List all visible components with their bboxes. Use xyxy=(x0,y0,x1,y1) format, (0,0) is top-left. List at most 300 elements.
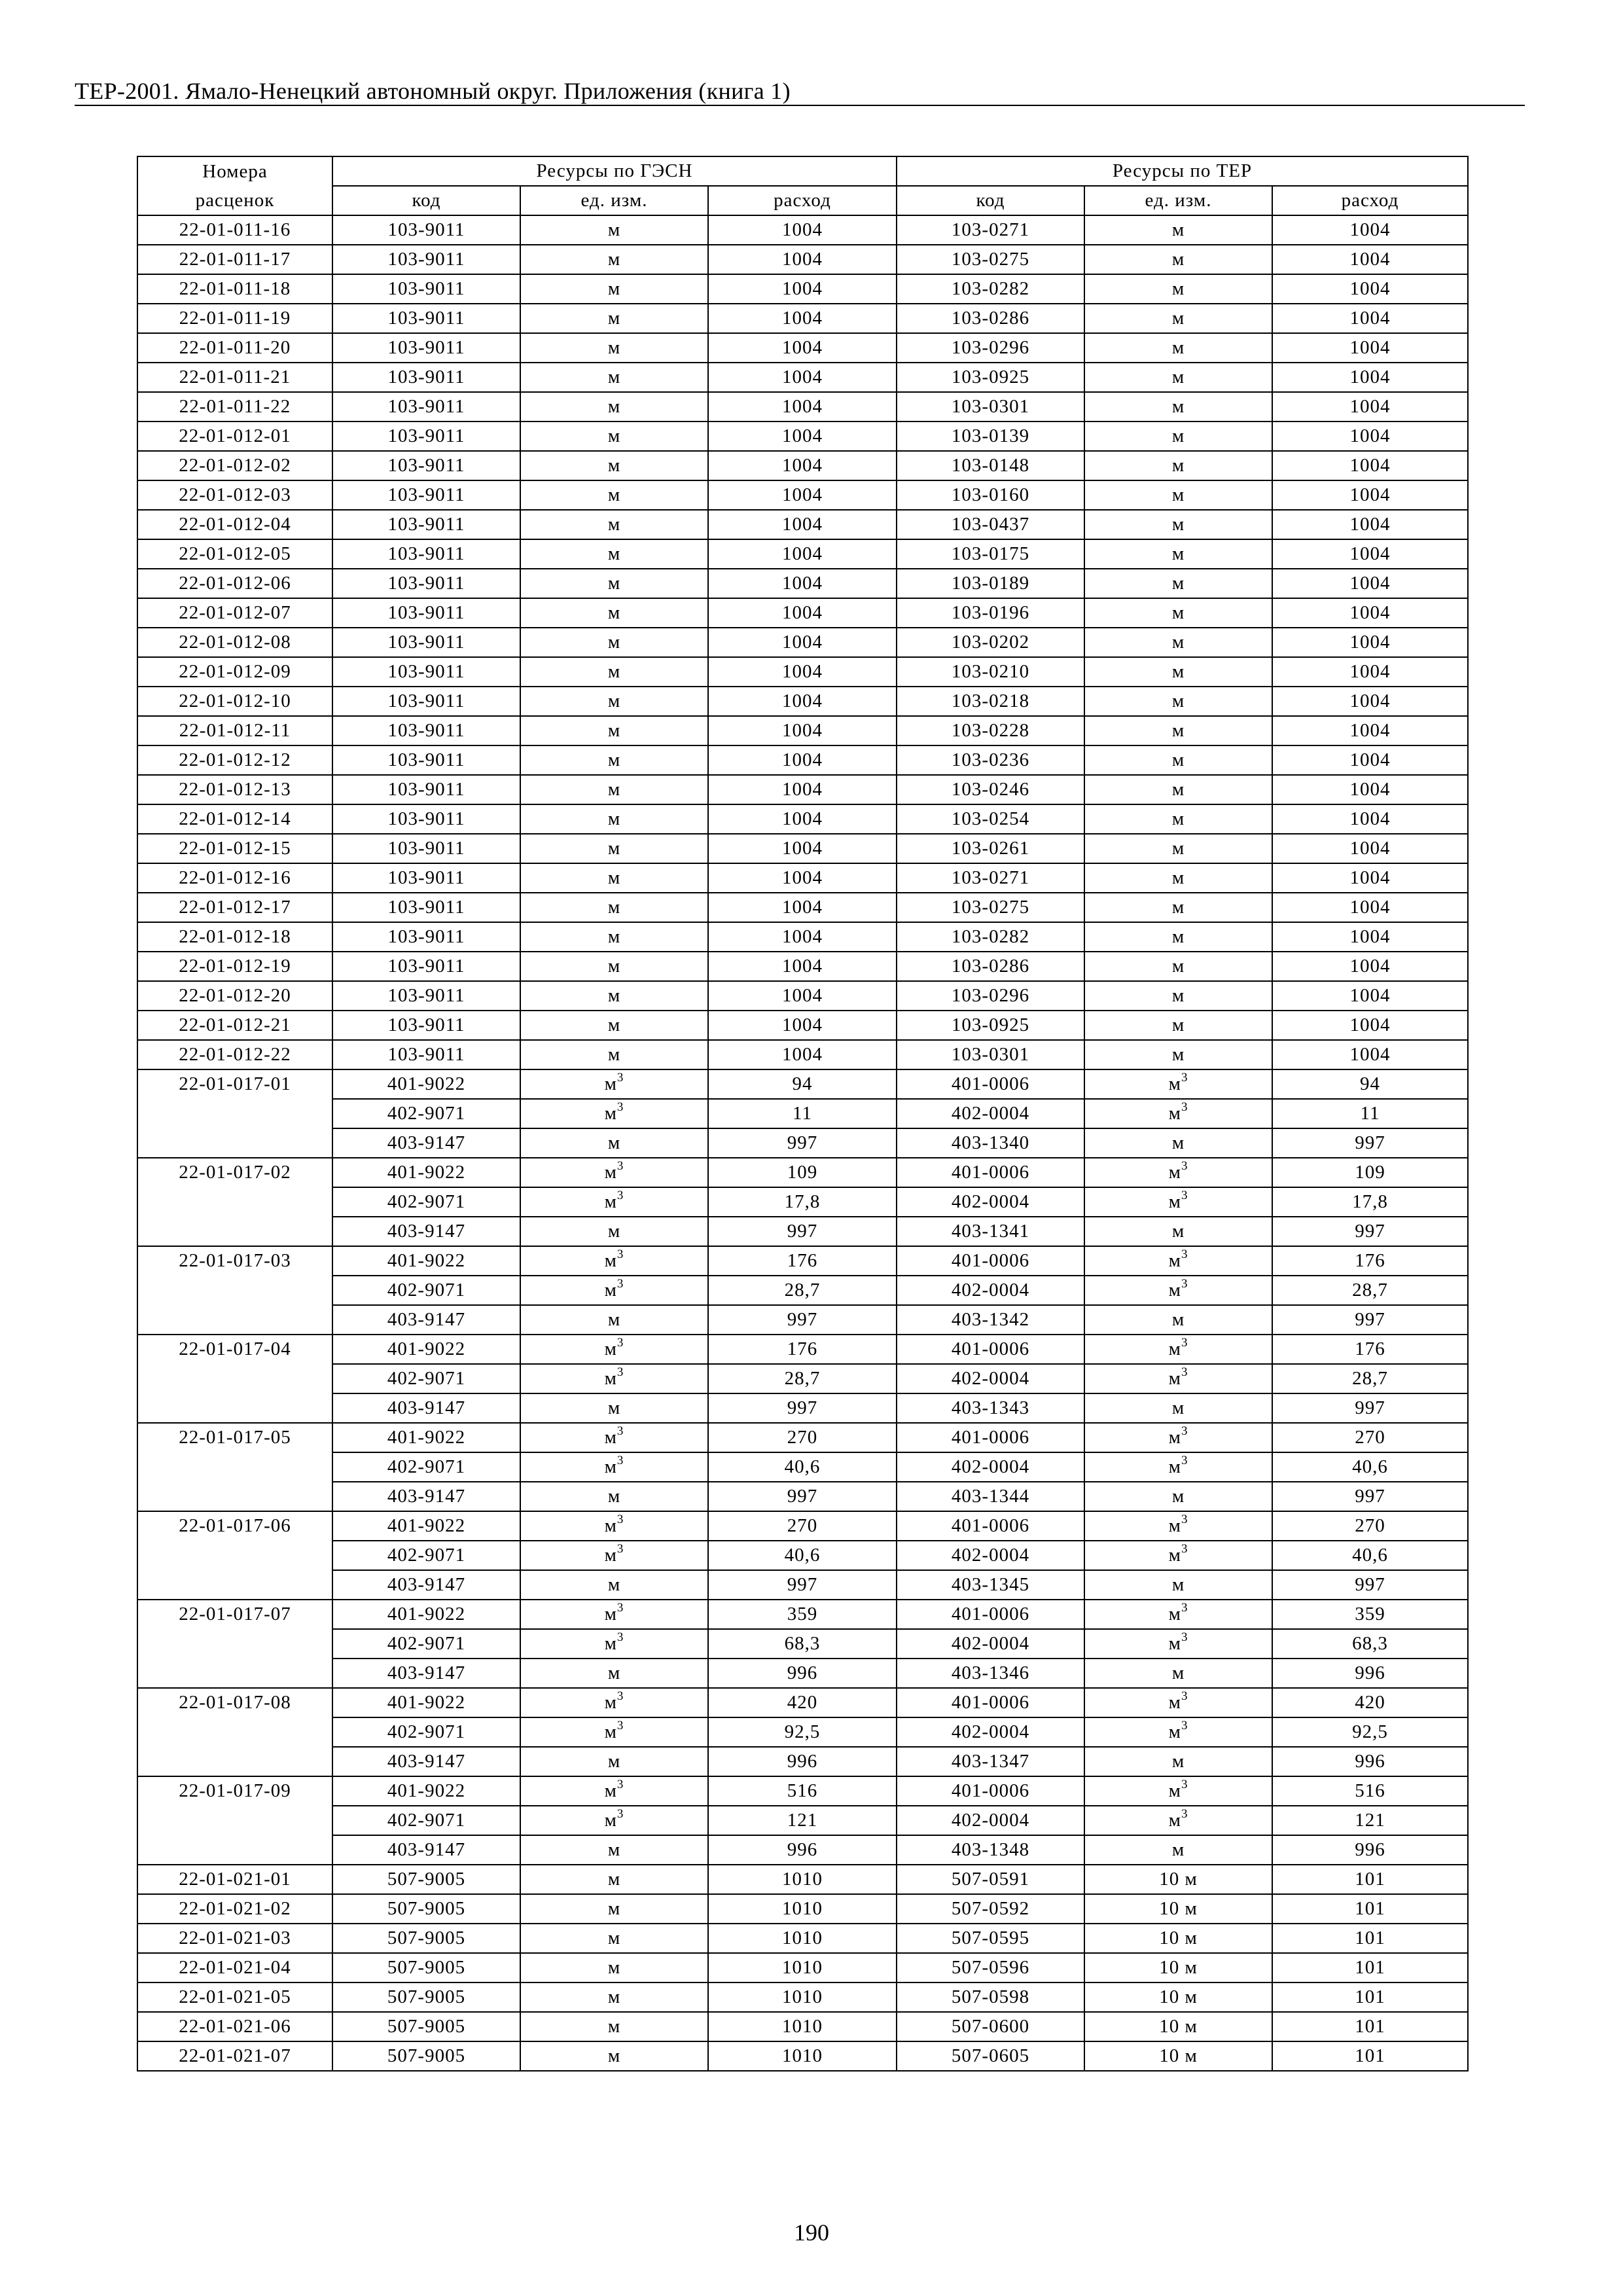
gesn-unit xyxy=(520,1659,708,1688)
ter-unit-text: м xyxy=(1168,1456,1181,1477)
ter-qty xyxy=(1272,1040,1468,1069)
gesn-code xyxy=(332,510,520,539)
ter-unit xyxy=(1084,804,1272,834)
table-row xyxy=(137,1276,1468,1305)
gesn-unit-text: м xyxy=(604,1810,617,1831)
ter-unit xyxy=(1084,1423,1272,1452)
gesn-qty-text: 1010 xyxy=(782,1869,823,1890)
gesn-code-text: 401-9022 xyxy=(387,1073,466,1094)
ter-unit-exponent: 3 xyxy=(1181,1336,1188,1350)
gesn-qty xyxy=(708,1335,897,1364)
ter-qty xyxy=(1272,1452,1468,1482)
ter-qty-text: 1004 xyxy=(1349,897,1391,918)
rate-number xyxy=(137,1894,332,1924)
table-row xyxy=(137,274,1468,304)
gesn-unit xyxy=(520,1747,708,1776)
table-row xyxy=(137,1688,1468,1717)
ter-qty xyxy=(1272,510,1468,539)
ter-unit-text: м xyxy=(1171,1839,1185,1860)
rate-number xyxy=(137,392,332,422)
gesn-unit xyxy=(520,1040,708,1069)
ter-qty-text: 40,6 xyxy=(1352,1456,1388,1477)
gesn-unit-text: м xyxy=(607,367,621,387)
ter-unit xyxy=(1084,1629,1272,1659)
ter-qty xyxy=(1272,245,1468,274)
rate-number xyxy=(137,1276,332,1305)
gesn-unit xyxy=(520,1335,708,1364)
ter-unit-text: м xyxy=(1171,897,1185,918)
col-numbers-header-line2: расценок xyxy=(137,186,332,215)
table-row xyxy=(137,451,1468,480)
gesn-code-text: 402-9071 xyxy=(387,1280,466,1300)
gesn-unit-text: м xyxy=(607,1986,621,2007)
ter-qty xyxy=(1272,1276,1468,1305)
ter-qty-text: 101 xyxy=(1355,2016,1385,2037)
gesn-code-text: 403-9147 xyxy=(387,1397,466,1418)
ter-unit xyxy=(1084,893,1272,922)
ter-unit-text: м xyxy=(1171,1132,1185,1153)
ter-code xyxy=(897,1511,1084,1541)
table-row xyxy=(137,539,1468,569)
table-row xyxy=(137,834,1468,863)
ter-qty xyxy=(1272,451,1468,480)
gesn-code-text: 103-9011 xyxy=(387,838,465,859)
gesn-code xyxy=(332,1570,520,1600)
gesn-qty xyxy=(708,1011,897,1040)
table-row xyxy=(137,1541,1468,1570)
ter-qty xyxy=(1272,1423,1468,1452)
gesn-code-header: код xyxy=(332,186,520,215)
ter-unit-exponent: 3 xyxy=(1181,1542,1188,1556)
ter-unit xyxy=(1084,422,1272,451)
ter-qty xyxy=(1272,628,1468,657)
ter-qty xyxy=(1272,1600,1468,1629)
rate-number xyxy=(137,745,332,775)
ter-qty-text: 1004 xyxy=(1349,396,1391,417)
ter-unit-exponent: 3 xyxy=(1181,1601,1188,1615)
gesn-qty-text: 1004 xyxy=(782,897,823,918)
ter-unit xyxy=(1084,1452,1272,1482)
rate-number xyxy=(137,1011,332,1040)
gesn-code xyxy=(332,1717,520,1747)
ter-qty-text: 1004 xyxy=(1349,367,1391,387)
rate-number-text: 22-01-012-12 xyxy=(179,749,291,770)
table-row xyxy=(137,1629,1468,1659)
gesn-qty xyxy=(708,1452,897,1482)
gesn-qty xyxy=(708,480,897,510)
gesn-qty-text: 1004 xyxy=(782,337,823,358)
ter-code-text: 103-0254 xyxy=(951,808,1030,829)
ter-qty xyxy=(1272,392,1468,422)
ter-qty-text: 101 xyxy=(1355,2045,1385,2066)
gesn-code xyxy=(332,1305,520,1335)
ter-qty-text: 1004 xyxy=(1349,573,1391,594)
rate-number-text: 22-01-021-02 xyxy=(179,1898,291,1919)
gesn-qty-text: 1004 xyxy=(782,602,823,623)
gesn-unit-exponent: 3 xyxy=(616,1336,624,1350)
ter-code-text: 401-0006 xyxy=(951,1162,1030,1183)
gesn-qty-text: 1004 xyxy=(782,367,823,387)
group-gesn-header: Ресурсы по ГЭСН xyxy=(332,156,897,186)
gesn-qty xyxy=(708,745,897,775)
rate-number-text: 22-01-012-18 xyxy=(179,926,291,947)
gesn-qty xyxy=(708,1629,897,1659)
ter-unit-text: м xyxy=(1168,1692,1181,1713)
gesn-qty xyxy=(708,245,897,274)
ter-qty xyxy=(1272,1982,1468,2012)
rate-number xyxy=(137,1128,332,1158)
ter-code-text: 403-1348 xyxy=(951,1839,1030,1860)
ter-unit xyxy=(1084,1011,1272,1040)
ter-qty xyxy=(1272,1364,1468,1393)
gesn-unit-text: м xyxy=(607,514,621,535)
table-row xyxy=(137,2012,1468,2041)
table-header-row-1 xyxy=(137,156,1468,186)
ter-code-text: 403-1340 xyxy=(951,1132,1030,1153)
gesn-qty xyxy=(708,1158,897,1187)
ter-code-text: 103-0437 xyxy=(951,514,1030,535)
gesn-unit-text: м xyxy=(607,956,621,977)
ter-unit xyxy=(1084,1335,1272,1364)
ter-code-text: 401-0006 xyxy=(951,1692,1030,1713)
gesn-code xyxy=(332,1099,520,1128)
gesn-unit xyxy=(520,775,708,804)
gesn-unit-text: м xyxy=(607,1486,621,1507)
gesn-code xyxy=(332,598,520,628)
ter-qty-text: 101 xyxy=(1355,1898,1385,1919)
gesn-qty-text: 997 xyxy=(787,1309,818,1330)
ter-code-text: 103-0210 xyxy=(951,661,1030,682)
gesn-unit-exponent: 3 xyxy=(616,1601,624,1615)
gesn-unit xyxy=(520,1482,708,1511)
ter-unit xyxy=(1084,1953,1272,1982)
ter-code-text: 402-0004 xyxy=(951,1280,1030,1300)
gesn-code xyxy=(332,863,520,893)
gesn-unit-text: м xyxy=(604,1162,617,1183)
table-row xyxy=(137,863,1468,893)
rate-number xyxy=(137,1953,332,1982)
ter-code xyxy=(897,245,1084,274)
table-row xyxy=(137,1747,1468,1776)
ter-qty xyxy=(1272,1953,1468,1982)
gesn-unit-text: м xyxy=(607,1928,621,1948)
gesn-unit-text: м xyxy=(604,1456,617,1477)
ter-unit xyxy=(1084,834,1272,863)
gesn-code-text: 103-9011 xyxy=(387,632,465,653)
rate-number xyxy=(137,1776,332,1806)
rate-number xyxy=(137,1541,332,1570)
gesn-code xyxy=(332,245,520,274)
rate-number-text: 22-01-012-08 xyxy=(179,632,291,653)
rate-number xyxy=(137,1982,332,2012)
rate-number-text: 22-01-012-10 xyxy=(179,691,291,711)
rate-number-text: 22-01-011-19 xyxy=(179,308,291,329)
gesn-unit xyxy=(520,1600,708,1629)
ter-unit-text: м xyxy=(1171,1751,1185,1772)
col-numbers-header: Номера xyxy=(137,156,332,186)
gesn-qty-text: 94 xyxy=(792,1073,813,1094)
gesn-unit xyxy=(520,1069,708,1099)
ter-code xyxy=(897,1776,1084,1806)
gesn-code xyxy=(332,1069,520,1099)
gesn-qty xyxy=(708,893,897,922)
running-header: ТЕР-2001. Ямало-Ненецкий автономный округ. Приложения (книга 1) xyxy=(75,78,791,104)
gesn-unit-text: м xyxy=(607,1662,621,1683)
rate-number-text: 22-01-017-05 xyxy=(179,1427,291,1448)
ter-unit-text: м xyxy=(1168,1368,1181,1389)
gesn-unit-text: м xyxy=(604,1191,617,1212)
gesn-code-text: 103-9011 xyxy=(387,867,465,888)
gesn-qty xyxy=(708,1217,897,1246)
rate-number-text: 22-01-012-01 xyxy=(179,425,291,446)
gesn-code-text: 103-9011 xyxy=(387,1044,465,1065)
ter-qty xyxy=(1272,1924,1468,1953)
rate-number-text: 22-01-017-06 xyxy=(179,1515,291,1536)
ter-qty xyxy=(1272,363,1468,392)
gesn-qty-text: 1004 xyxy=(782,1044,823,1065)
ter-code xyxy=(897,304,1084,333)
ter-qty xyxy=(1272,1011,1468,1040)
gesn-code-text: 103-9011 xyxy=(387,396,465,417)
gesn-code-text: 103-9011 xyxy=(387,1014,465,1035)
ter-unit-text: 10 м xyxy=(1159,2016,1198,2037)
ter-code xyxy=(897,1600,1084,1629)
rate-number xyxy=(137,657,332,687)
gesn-unit-text: м xyxy=(604,1721,617,1742)
gesn-unit xyxy=(520,863,708,893)
gesn-code xyxy=(332,2012,520,2041)
gesn-code xyxy=(332,657,520,687)
rate-number xyxy=(137,893,332,922)
ter-unit-text: м xyxy=(1168,1780,1181,1801)
ter-code-text: 103-0196 xyxy=(951,602,1030,623)
table-row xyxy=(137,1128,1468,1158)
ter-qty xyxy=(1272,422,1468,451)
gesn-code-text: 103-9011 xyxy=(387,308,465,329)
ter-qty-text: 997 xyxy=(1355,1132,1385,1153)
gesn-code xyxy=(332,716,520,745)
gesn-qty-text: 1010 xyxy=(782,2016,823,2037)
gesn-code-text: 507-9005 xyxy=(387,1898,466,1919)
gesn-qty-text: 516 xyxy=(787,1780,818,1801)
gesn-code xyxy=(332,1511,520,1541)
ter-unit-text: м xyxy=(1168,1338,1181,1359)
gesn-unit-text: м xyxy=(607,543,621,564)
ter-code xyxy=(897,1806,1084,1835)
resources-table xyxy=(137,156,1469,2072)
ter-qty xyxy=(1272,981,1468,1011)
ter-qty-text: 359 xyxy=(1355,1604,1385,1624)
gesn-code xyxy=(332,952,520,981)
ter-unit xyxy=(1084,1865,1272,1894)
ter-qty xyxy=(1272,1217,1468,1246)
ter-unit xyxy=(1084,1894,1272,1924)
ter-unit xyxy=(1084,1482,1272,1511)
ter-unit-text: м xyxy=(1171,278,1185,299)
gesn-code-text: 103-9011 xyxy=(387,514,465,535)
ter-unit xyxy=(1084,1158,1272,1187)
rate-number-text: 22-01-021-05 xyxy=(179,1986,291,2007)
gesn-unit xyxy=(520,1423,708,1452)
gesn-qty xyxy=(708,1776,897,1806)
ter-qty-text: 1004 xyxy=(1349,985,1391,1006)
gesn-unit-text: м xyxy=(607,749,621,770)
gesn-code-text: 402-9071 xyxy=(387,1368,466,1389)
ter-unit xyxy=(1084,569,1272,598)
gesn-unit xyxy=(520,657,708,687)
gesn-unit xyxy=(520,1128,708,1158)
gesn-code-text: 402-9071 xyxy=(387,1633,466,1654)
ter-qty-text: 1004 xyxy=(1349,1014,1391,1035)
rate-number xyxy=(137,1747,332,1776)
table-row xyxy=(137,1482,1468,1511)
rate-number xyxy=(137,1865,332,1894)
gesn-qty xyxy=(708,215,897,245)
ter-code xyxy=(897,480,1084,510)
gesn-qty-text: 270 xyxy=(787,1515,818,1536)
table-row xyxy=(137,922,1468,952)
ter-unit xyxy=(1084,628,1272,657)
gesn-qty-text: 1004 xyxy=(782,779,823,800)
ter-code xyxy=(897,922,1084,952)
rate-number xyxy=(137,1040,332,1069)
ter-unit xyxy=(1084,1541,1272,1570)
ter-unit-text: м xyxy=(1171,1397,1185,1418)
gesn-unit-text: м xyxy=(604,1604,617,1624)
gesn-unit xyxy=(520,363,708,392)
rate-number xyxy=(137,539,332,569)
gesn-code-text: 103-9011 xyxy=(387,602,465,623)
ter-code xyxy=(897,804,1084,834)
ter-unit xyxy=(1084,1835,1272,1865)
ter-code-text: 401-0006 xyxy=(951,1073,1030,1094)
table-row xyxy=(137,245,1468,274)
ter-code-text: 402-0004 xyxy=(951,1368,1030,1389)
ter-code-text: 103-0301 xyxy=(951,396,1030,417)
gesn-code xyxy=(332,1776,520,1806)
gesn-qty-text: 1004 xyxy=(782,749,823,770)
ter-qty xyxy=(1272,1069,1468,1099)
gesn-unit-exponent: 3 xyxy=(616,1277,624,1291)
rate-number xyxy=(137,863,332,893)
ter-code xyxy=(897,1187,1084,1217)
rate-number xyxy=(137,1659,332,1688)
ter-unit-text: м xyxy=(1171,926,1185,947)
ter-code xyxy=(897,1747,1084,1776)
gesn-qty-text: 1004 xyxy=(782,543,823,564)
ter-qty-text: 1004 xyxy=(1349,838,1391,859)
ter-unit-text: м xyxy=(1168,1073,1181,1094)
gesn-qty-text: 1004 xyxy=(782,249,823,270)
gesn-code xyxy=(332,1865,520,1894)
ter-qty-text: 176 xyxy=(1355,1250,1385,1271)
gesn-qty xyxy=(708,922,897,952)
ter-qty-text: 1004 xyxy=(1349,691,1391,711)
ter-unit-text: м xyxy=(1171,1044,1185,1065)
ter-code-text: 103-0246 xyxy=(951,779,1030,800)
gesn-code-text: 401-9022 xyxy=(387,1338,466,1359)
gesn-unit-text: м xyxy=(607,897,621,918)
gesn-code-text: 103-9011 xyxy=(387,691,465,711)
gesn-unit-exponent: 3 xyxy=(616,1071,624,1085)
gesn-code xyxy=(332,1335,520,1364)
ter-unit xyxy=(1084,687,1272,716)
ter-qty xyxy=(1272,1629,1468,1659)
table-row xyxy=(137,1393,1468,1423)
ter-code xyxy=(897,1099,1084,1128)
table-row xyxy=(137,1040,1468,1069)
table-row xyxy=(137,1099,1468,1128)
ter-qty-text: 1004 xyxy=(1349,337,1391,358)
gesn-unit-exponent: 3 xyxy=(616,1247,624,1262)
ter-qty-text: 996 xyxy=(1355,1751,1385,1772)
ter-unit-text: м xyxy=(1171,661,1185,682)
gesn-qty xyxy=(708,1128,897,1158)
gesn-unit xyxy=(520,1806,708,1835)
table-row xyxy=(137,510,1468,539)
table-row xyxy=(137,1776,1468,1806)
ter-unit-text: м xyxy=(1171,749,1185,770)
gesn-unit-text: м xyxy=(607,1044,621,1065)
rate-number xyxy=(137,1570,332,1600)
gesn-unit-text: м xyxy=(604,1545,617,1566)
gesn-unit-text: м xyxy=(607,249,621,270)
table-row xyxy=(137,628,1468,657)
gesn-code-text: 103-9011 xyxy=(387,661,465,682)
gesn-qty-text: 1010 xyxy=(782,1928,823,1948)
gesn-code xyxy=(332,1953,520,1982)
ter-unit-text: м xyxy=(1168,1103,1181,1124)
gesn-qty xyxy=(708,1187,897,1217)
ter-qty-text: 1004 xyxy=(1349,219,1391,240)
gesn-code-text: 403-9147 xyxy=(387,1221,466,1242)
ter-unit-text: м xyxy=(1171,367,1185,387)
ter-code xyxy=(897,539,1084,569)
ter-unit-exponent: 3 xyxy=(1181,1071,1188,1085)
gesn-qty xyxy=(708,1835,897,1865)
gesn-code-text: 507-9005 xyxy=(387,1928,466,1948)
ter-unit-text: м xyxy=(1171,396,1185,417)
gesn-qty-text: 1004 xyxy=(782,867,823,888)
gesn-code-text: 103-9011 xyxy=(387,897,465,918)
ter-qty xyxy=(1272,1806,1468,1835)
ter-code xyxy=(897,1158,1084,1187)
gesn-unit xyxy=(520,1305,708,1335)
table-row xyxy=(137,363,1468,392)
ter-qty xyxy=(1272,1688,1468,1717)
gesn-qty-text: 1010 xyxy=(782,1898,823,1919)
gesn-unit-text: м xyxy=(607,1751,621,1772)
ter-code xyxy=(897,1982,1084,2012)
gesn-qty xyxy=(708,687,897,716)
gesn-code-text: 507-9005 xyxy=(387,1869,466,1890)
rate-number-text: 22-01-012-02 xyxy=(179,455,291,476)
ter-qty-text: 1004 xyxy=(1349,1044,1391,1065)
rate-number xyxy=(137,1246,332,1276)
gesn-unit-exponent: 3 xyxy=(616,1513,624,1527)
gesn-qty-header: расход xyxy=(708,186,897,215)
ter-unit-exponent: 3 xyxy=(1181,1778,1188,1792)
ter-unit-exponent: 3 xyxy=(1181,1247,1188,1262)
ter-unit xyxy=(1084,1364,1272,1393)
table-row xyxy=(137,1600,1468,1629)
gesn-unit-text: м xyxy=(607,985,621,1006)
ter-unit xyxy=(1084,1806,1272,1835)
ter-qty xyxy=(1272,1835,1468,1865)
gesn-unit-text: м xyxy=(604,1780,617,1801)
rate-number-text: 22-01-011-17 xyxy=(179,249,291,270)
ter-qty xyxy=(1272,539,1468,569)
